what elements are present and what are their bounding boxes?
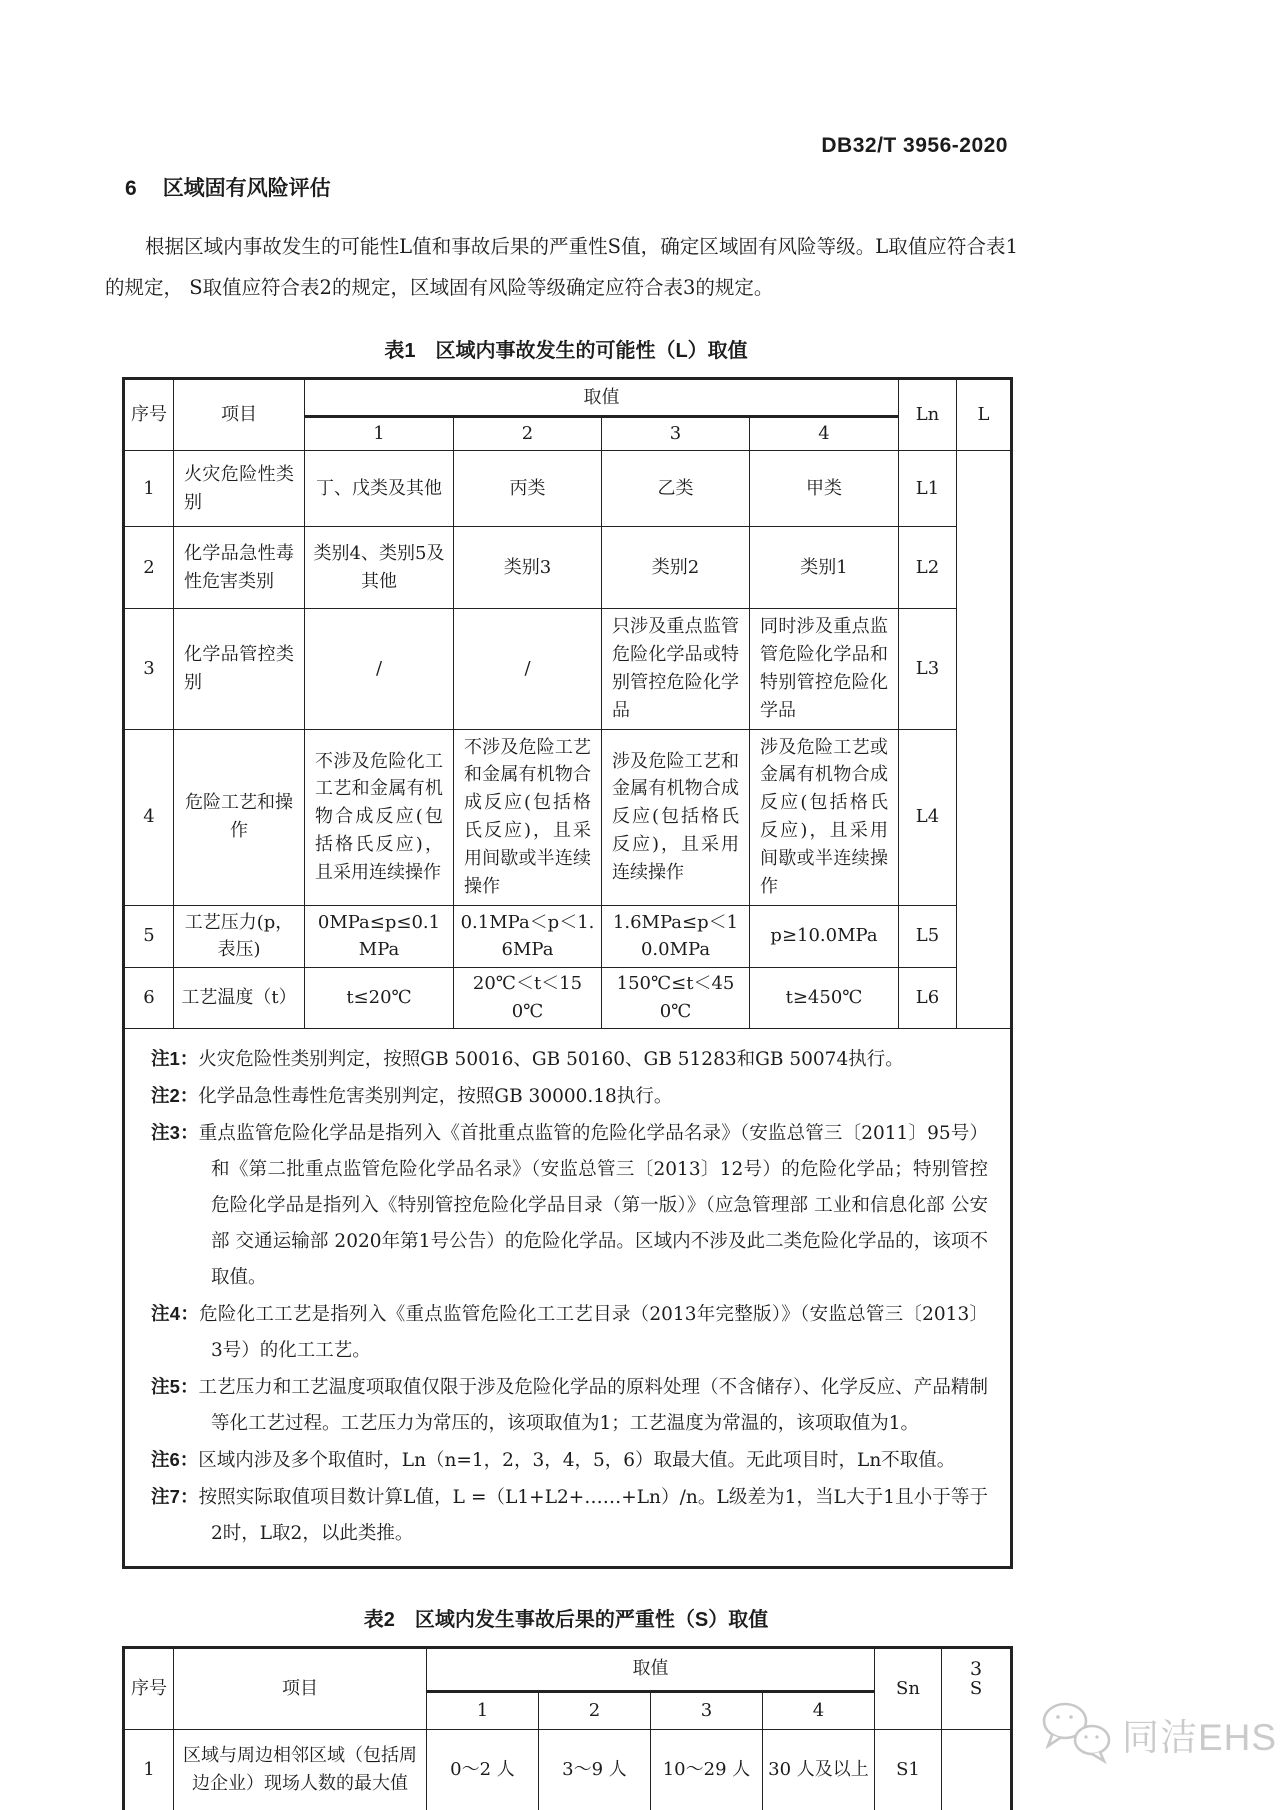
cell-s-empty: [942, 1729, 1012, 1810]
watermark: [1040, 1700, 1277, 1768]
cell-value: 0MPa≤p≤0.1MPa: [305, 905, 454, 967]
cell-value: 3～9 人: [539, 1729, 651, 1810]
cell-no: 3: [124, 609, 174, 730]
cell-value: 类别3: [454, 527, 602, 609]
note-label: 注2：: [151, 1084, 199, 1106]
table-row: [124, 1729, 1012, 1810]
header-value-2: 2: [454, 417, 602, 451]
section-heading: [125, 172, 1018, 202]
note-text: 重点监管危险化学品是指列入《首批重点监管的危险化学品名录》（安监总管三〔2011〕95号）和《第二批重点监管危险化学品名录》（安监总管三〔2013〕12号）的危险化学品；特别管控危险化学品是指列入《特别管控危险化学品目录（第一版）》（应急管理部 工业和信息化部 公安部 交通运输部 2020年第1号公告）的危险化学品。区域内不涉及此二类危险化学品的，该项不取值。: [198, 1122, 988, 1288]
header-index: 序号: [124, 1647, 174, 1729]
table-notes-row: [124, 1028, 1012, 1567]
note-item: [151, 1078, 988, 1115]
header-value-group: 取值: [305, 379, 899, 417]
cell-value: 0.1MPa＜p＜1.6MPa: [454, 905, 602, 967]
cell-value: 甲类: [750, 451, 899, 527]
cell-item: 危险工艺和操作: [174, 729, 305, 905]
note-label: 注6：: [151, 1448, 199, 1470]
cell-sn: S1: [875, 1729, 942, 1810]
cell-ln: L1: [899, 451, 957, 527]
cell-ln: L2: [899, 527, 957, 609]
cell-value: 只涉及重点监管危险化学品或特别管控危险化学品: [602, 609, 750, 730]
cell-value: 涉及危险工艺和金属有机物合成反应(包括格氏反应)，且采用连续操作: [602, 729, 750, 905]
header-value-group: 取值: [427, 1647, 875, 1691]
cell-value: 乙类: [602, 451, 750, 527]
cell-no: 2: [124, 527, 174, 609]
note-item: [151, 1369, 988, 1442]
cell-item: 火灾危险性类别: [174, 451, 305, 527]
table-row: [124, 905, 1012, 967]
section-title: 区域固有风险评估: [162, 177, 331, 200]
table1: [122, 377, 1013, 1569]
watermark-text: 同洁EHS: [1122, 1717, 1278, 1758]
cell-value: 涉及危险工艺或金属有机物合成反应(包括格氏反应)，且采用间歇或半连续操作: [750, 729, 899, 905]
cell-value: 20℃＜t＜150℃: [454, 967, 602, 1028]
note-text: 化学品急性毒性危害类别判定，按照GB 30000.18执行。: [198, 1085, 673, 1107]
table-header-row: [124, 1647, 1012, 1691]
header-item: 项目: [174, 379, 305, 451]
cell-l-empty: [957, 451, 1012, 1029]
cell-value: 不涉及危险化工工艺和金属有机物合成反应(包括格氏反应)，且采用连续操作: [305, 729, 454, 905]
cell-value: 类别1: [750, 527, 899, 609]
cell-item: 工艺压力(p，表压): [174, 905, 305, 967]
cell-value: /: [454, 609, 602, 730]
header-value-3: 3: [602, 417, 750, 451]
page-number: 3: [970, 1658, 983, 1680]
cell-value: t≤20℃: [305, 967, 454, 1028]
table-header-row: [124, 379, 1012, 417]
header-value-1: 1: [305, 417, 454, 451]
note-item: [151, 1296, 988, 1369]
note-item: [151, 1479, 988, 1552]
cell-value: 150℃≤t＜450℃: [602, 967, 750, 1028]
cell-value: 10～29 人: [651, 1729, 763, 1810]
cell-value: t≥450℃: [750, 967, 899, 1028]
cell-item: 化学品管控类别: [174, 609, 305, 730]
cell-no: 6: [124, 967, 174, 1028]
cell-value: 丁、戊类及其他: [305, 451, 454, 527]
note-item: [151, 1442, 988, 1479]
cell-no: 4: [124, 729, 174, 905]
header-value-4: 4: [750, 417, 899, 451]
cell-value: 同时涉及重点监管危险化学品和特别管控危险化学品: [750, 609, 899, 730]
note-label: 注3：: [151, 1121, 199, 1143]
cell-no: 5: [124, 905, 174, 967]
header-index: 序号: [124, 379, 174, 451]
cell-value: 30 人及以上: [763, 1729, 875, 1810]
cell-value: 丙类: [454, 451, 602, 527]
note-text: 按照实际取值项目数计算L值，L =（L1+L2+……+Ln）/n。L级差为1，当L大于1且小于等于2时，L取2，以此类推。: [198, 1486, 988, 1544]
note-item: [151, 1115, 988, 1296]
cell-value: 类别2: [602, 527, 750, 609]
note-text: 火灾危险性类别判定，按照GB 50016、GB 50160、GB 51283和GB 50074执行。: [198, 1048, 904, 1070]
note-label: 注4：: [151, 1302, 200, 1324]
header-value-3: 3: [651, 1691, 763, 1729]
header-s: S: [942, 1647, 1012, 1729]
cell-no: 1: [124, 1729, 174, 1810]
note-label: 注1：: [151, 1047, 199, 1069]
note-item: [151, 1041, 988, 1078]
note-label: 注7：: [151, 1485, 199, 1507]
cell-item: 工艺温度（t）: [174, 967, 305, 1028]
cell-item: 区域与周边相邻区域（包括周边企业）现场人数的最大值: [174, 1729, 427, 1810]
cell-no: 1: [124, 451, 174, 527]
header-value-1: 1: [427, 1691, 539, 1729]
notes-cell: [124, 1028, 1012, 1567]
table-row: [124, 729, 1012, 905]
table2: [122, 1646, 1013, 1810]
cell-value: 1.6MPa≤p＜10.0MPa: [602, 905, 750, 967]
cell-value: p≥10.0MPa: [750, 905, 899, 967]
cell-value: 类别4、类别5及其他: [305, 527, 454, 609]
table-row: [124, 451, 1012, 527]
note-text: 危险化工工艺是指列入《重点监管危险化工工艺目录（2013年完整版）》（安监总管三〔2013〕3号）的化工工艺。: [199, 1303, 988, 1361]
doc-number: DB32/T 3956-2020: [821, 134, 1008, 157]
header-item: 项目: [174, 1647, 427, 1729]
note-label: 注5：: [151, 1375, 199, 1397]
table2-title: 表2 区域内发生事故后果的严重性（S）取值: [363, 1608, 769, 1631]
section-number: 6: [125, 177, 137, 200]
table-row: [124, 609, 1012, 730]
table-row: [124, 527, 1012, 609]
header-value-4: 4: [763, 1691, 875, 1729]
table-row: [124, 967, 1012, 1028]
cell-item: 化学品急性毒性危害类别: [174, 527, 305, 609]
cell-ln: L6: [899, 967, 957, 1028]
wechat-icon: [1040, 1700, 1116, 1768]
cell-ln: L3: [899, 609, 957, 730]
header-ln: Ln: [899, 379, 957, 451]
note-text: 区域内涉及多个取值时，Ln（n=1，2，3，4，5，6）取最大值。无此项目时，Ln不取值。: [198, 1449, 956, 1471]
cell-ln: L5: [899, 905, 957, 967]
intro-paragraph: 根据区域内事故发生的可能性L值和事故后果的严重性S值，确定区域固有风险等级。L取值应符合表1的规定， S取值应符合表2的规定，区域固有风险等级确定应符合表3的规定。: [105, 235, 1018, 299]
header-sn: Sn: [875, 1647, 942, 1729]
header-l: L: [957, 379, 1012, 451]
note-text: 工艺压力和工艺温度项取值仅限于涉及危险化学品的原料处理（不含储存）、化学反应、产品精制等化工艺过程。工艺压力为常压的，该项取值为1；工艺温度为常温的，该项取值为1。: [198, 1376, 988, 1434]
cell-value: /: [305, 609, 454, 730]
cell-ln: L4: [899, 729, 957, 905]
cell-value: 0～2 人: [427, 1729, 539, 1810]
header-value-2: 2: [539, 1691, 651, 1729]
cell-value: 不涉及危险工艺和金属有机物合成反应(包括格氏反应)，且采用间歇或半连续操作: [454, 729, 602, 905]
table1-title: 表1 区域内事故发生的可能性（L）取值: [384, 340, 748, 362]
